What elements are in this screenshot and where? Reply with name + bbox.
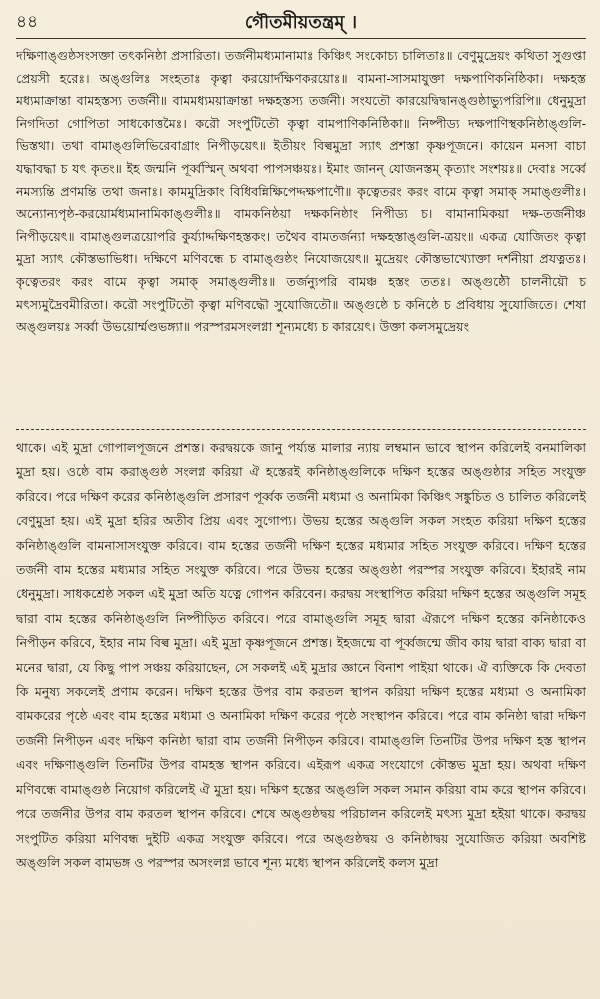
page-header bbox=[16, 8, 586, 39]
page-number: ৪৪ bbox=[16, 12, 39, 32]
section-divider bbox=[16, 429, 586, 430]
running-title: গৌতমীয়তন্ত্রম্ । bbox=[244, 11, 358, 33]
bengali-commentary-text: থাকে। এই মুদ্রা গোপালপূজনে প্রশস্ত। করদ্বয়কে জানু পর্য্যন্ত মালার ন্যায় লম্বমান ভাবে স্থাপন করিলেই বনমালিকা মুদ্রা হয়। ওষ্ঠে বাম করাঙ্গুষ্ঠ সংলগ্ন করিয়া ঐ হস্তেরই কনিষ্ঠাঙ্গুলিকে দক্ষিণ হস্তের অঙ্গুষ্ঠার সহিত সংযুক্ত করিবে। পরে দক্ষিণ করের কনিষ্ঠাঙ্গুলি প্রসারণ পূর্ব্বক তর্জনী মধ্যমা ও অনামিকা কিঞ্চিৎ সঙ্কুচিত ও চালিত করিলেই বেণুমুদ্রা হয়। এই মুদ্রা হরির অতীব প্রিয় এবং সুগোপ্য। উভয় হস্তের অঙ্গুলি সকল সংহত করিয়া দক্ষিণ হস্তের কনিষ্ঠাঙ্গুলি বামনাসাসংযুক্ত করিবে। বাম হস্তের তর্জনী দক্ষিণ হস্তের মধ্যমার সহিত সংযুক্ত করিবে। দক্ষিণ হস্তের তর্জনী বাম হস্তের মধ্যমার সহিত সংযুক্ত করিবে। পরে উভয় হস্তের অঙ্গুষ্ঠা পরস্পর সংযুক্ত করিবে। ইহারই নাম ধেনুমুদ্রা। সাধকশ্রেষ্ঠ সকল এই মুদ্রা অতি যত্নে গোপন করিবেন। করদ্বয় সংস্থাপিত করিয়া দক্ষিণ হস্তের অঙ্গুলি সমূহ দ্বারা বাম হস্তের কনিষ্ঠাঙ্গুলি নিষ্পীড়িত করিবে। পরে বামাঙ্গুলি সমূহ দ্বারা ঐরূপে দক্ষিণ হস্তের কনিষ্ঠাকেও নিপীড়ন করিবে, ইহার নাম বিল্ব মুদ্রা। এই মুদ্রা কৃষ্ণপূজনে প্রশস্ত। ইহজন্মে বা পূর্ব্বজন্মে জীব কায় দ্বারা বাক্য দ্বারা বা মনের দ্বারা, যে কিছু পাপ সঞ্চয় করিয়াছেন, সে সকলই এই মুদ্রার জ্ঞানে বিনাশ পাইয়া থাকে। ঐ ব্যক্তিকে কি দেবতা কি মনুষ্য সকলেই প্রণাম করেন। দক্ষিণ হস্তের উপর বাম করতল স্থাপন করিয়া দক্ষিণ হস্তের মধ্যমা ও অনামিকা বামকরের পৃষ্ঠে এবং বাম হস্তের মধ্যমা ও অনামিকা দক্ষিণ করের পৃষ্ঠে সংস্থাপন করিবে। পরে বাম কনিষ্ঠা দ্বারা দক্ষিণ তর্জনী নিপীড়ন এবং দক্ষিণ কনিষ্ঠা দ্বারা বাম তর্জনী নিপীড়ন করিবে। বামাঙ্গুলি তিনটির উপর দক্ষিণ হস্ত স্থাপন এবং দক্ষিণাঙ্গুলি তিনটির উপর বামহস্ত স্থাপন করিবে। এইরূপ একত্র সংযোগে কৌস্তভ মুদ্রা হয়। অথবা দক্ষিণ মণিবন্ধে বামাঙ্গুষ্ঠ নিয়োগ করিলেই ঐ মুদ্রা হয়। দক্ষিণ হস্তের অঙ্গুলি সকল সমান করিয়া বাম করে স্থাপন করিবে। পরে তর্জনীর উপর বাম করতল স্থাপন করিবে। শেষে অঙ্গুষ্ঠদ্বয় পরিচালন করিলেই মৎস্য মুদ্রা হইয়া থাকে। করদ্বয় সংপুটিত করিয়া মণিবন্ধ দুইটি একত্র সংযুক্ত করিবে। পরে অঙ্গুষ্ঠদ্বয় ও কনিষ্ঠাদ্বয় সুযোজিত করিয়া অবশিষ্ট অঙ্গুলি সকল বামভঙ্গ ও পরস্পর অসংলগ্ন ভাবে শূন্য মধ্যে স্থাপন করিলেই কলস মুদ্রা bbox=[16, 440, 586, 870]
sanskrit-verse-text: দক্ষিণাঙ্গুষ্ঠসংসক্তা তৎকনিষ্ঠা প্রসারিতা। তর্জনীমধ্যমানামাঃ কিঞ্চিৎ সংকোচ্য চালিতাঃ॥ বেণুমুদ্রেয়ং কথিতা সুগুপ্তা প্রেয়সী হরেঃ। অঙ্গুলিঃ সংহতাঃ কৃত্বা করয়োর্দক্ষিণকরয়োঃ॥ বামনা-সাসমাযুক্তা দক্ষপাণিকনিষ্ঠিকা। দক্ষহস্ত মধ্যমাক্রান্তা বামহস্তস্য তর্জনী॥ বামমধ্যময়াক্রান্তা দক্ষহস্তস্য তর্জনী। সংযতৌ কারয়েদ্বিদ্বানঙ্গুষ্ঠাভ্যুপরিপি॥ ধেনুমুদ্রা নিগদিতা গোপিতা সাধকোত্তমৈঃ। করৌ সংপুটিতৌ কৃত্বা বামপাণিকনিষ্ঠিকা॥ নিষ্পীড্য দক্ষপাণিস্থকনিষ্ঠাঙ্গুলি-ভিস্তথা। তথা বামাঙ্গুলিভিরেবাগ্রাং নিপীড়য়েৎ॥ ইতীয়ং বিল্বমুদ্রা স্যাৎ প্রশস্তা কৃষ্ণপূজনে। কায়েন মনসা বাচা যদ্ধাবদ্ধা চ যৎ কৃতং॥ ইহ জন্মনি পূর্ব্বস্মিন্ অথবা পাপসঞ্চয়ঃ। ইমাং জানন্ যোজনস্তম্ কৃত্যাং সংশয়ঃ॥ দেবাঃ সর্ব্বে নমস্যন্তি প্রণমন্তি তথা জনাঃ। কামমুদ্রিকাং বিধিবন্নিক্ষিপেদ্দক্ষপাণৌ॥ কৃত্বেতরং করং বামে কৃত্বা সমাক্ সমাঙ্গুলীঃ। অন্যোন্যপৃষ্ঠ-করয়োর্মধ্যমানামিকাঙ্গুলীঃ॥ বামকনিষ্ঠয়া দক্ষকনিষ্ঠাং নিপীড্য চ। বামানামিকয়া দক্ষ-তর্জনীঞ্চ নিপীড়য়েৎ॥ বামাঙ্গুলত্রয়োপরি কুর্য্যাদ্দক্ষিণহস্তকং। তথৈব বামতর্জন্যা দক্ষহস্তাঙ্গুলি-ত্রয়ং॥ একত্র যোজিতং কৃত্বা মুদ্রা স্যাৎ কৌস্তভাভিধা। দক্ষিণে মণিবন্ধে চ বামাঙ্গুষ্ঠং নিযোজয়েৎ॥ মুদ্রেয়ং কৌস্তভাখ্যোক্তা দর্শনীয়া প্রযত্নতঃ। কৃত্বেতরং করং বামে কৃত্বা সমাক্ সমাঙ্গুলীঃ॥ তর্জন্যুপরি বামঞ্চ হস্তং ততঃ। অঙ্গুষ্ঠৌ চালনীয়ৌ চ মৎস্যমুদ্রৈবমীরিতা। করৌ সংপুটিতৌ কৃত্বা মণিবদ্ধৌ সুযোজিতৌ॥ অঙ্গুষ্ঠে চ কনিষ্ঠে চ প্রবিধায় সুযোজিতে। শেষা অঙ্গুলয়ঃ সর্ব্বা উভয়োর্ম্মণ্ডভঙ্গ্যা॥ পরস্পরমসংলগ্না শূন্যমধ্যে চ কারয়েৎ। উক্তা কলসমুদ্রেয়ং bbox=[16, 48, 586, 335]
